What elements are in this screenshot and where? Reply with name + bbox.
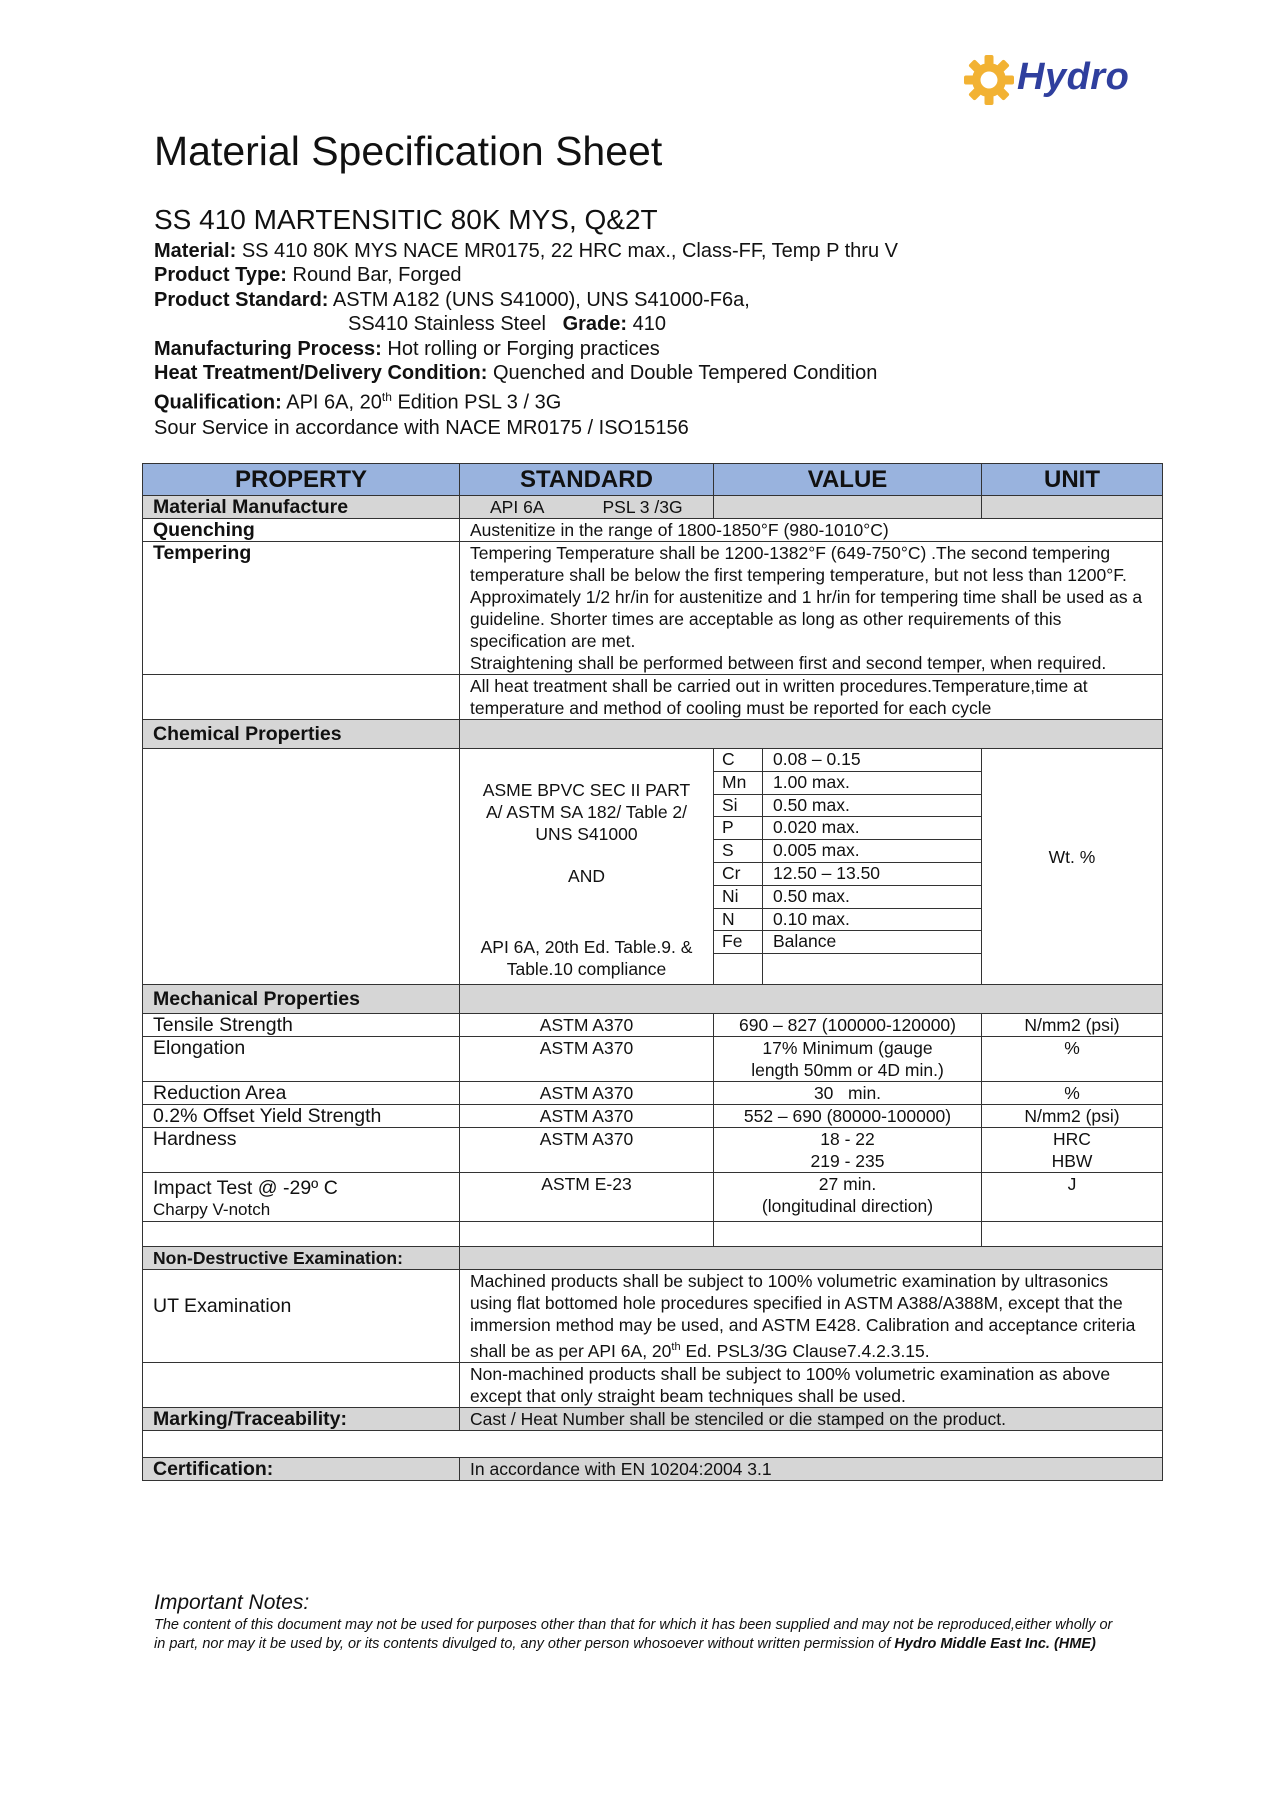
property-cell: Impact Test @ -29º C Charpy V-notch xyxy=(143,1173,460,1222)
value-cell: 27 min. (longitudinal direction) xyxy=(714,1173,982,1222)
material-line: Material: SS 410 80K MYS NACE MR0175, 22 HRC max., Class-FF, Temp P thru V xyxy=(154,240,898,262)
notes-body: The content of this document may not be used for purposes other than that for which it has been supplied and may not be reproduced,either wholly or in part, nor may it be used by, or its contents divulged to, any other person whosoever without written permission of Hydro Middle East Inc. (HME) xyxy=(154,1617,1113,1652)
property-cell: Tensile Strength xyxy=(143,1014,460,1037)
table-row xyxy=(143,1458,1163,1481)
section-row xyxy=(143,1247,1163,1270)
table-row xyxy=(143,1037,1163,1082)
section-label: Chemical Properties xyxy=(143,720,460,749)
table-row xyxy=(143,1014,1163,1037)
unit-cell: J xyxy=(982,1173,1163,1222)
product-type-line: Product Type: Round Bar, Forged xyxy=(154,264,462,287)
value-cell: 17% Minimum (gauge length 50mm or 4D min.) xyxy=(714,1037,982,1082)
description-cell: In accordance with EN 10204:2004 3.1 xyxy=(460,1458,1163,1481)
element-value: 1.00 max. xyxy=(763,771,982,794)
description-cell: Cast / Heat Number shall be stenciled or die stamped on the product. xyxy=(460,1408,1163,1431)
unit-cell: Wt. % xyxy=(982,749,1163,985)
standard-cell: ASTM A370 xyxy=(460,1105,714,1128)
table-row xyxy=(143,1082,1163,1105)
table-row xyxy=(143,1105,1163,1128)
property-cell: UT Examination xyxy=(143,1270,460,1363)
table-row xyxy=(143,1270,1163,1363)
table-row xyxy=(143,675,1163,720)
manufacturing-line: Manufacturing Process: Hot rolling or Forging practices xyxy=(154,337,660,360)
standard-cell: ASTM A370 xyxy=(460,1128,714,1173)
table-row xyxy=(143,1128,1163,1173)
element-symbol: Si xyxy=(714,794,763,817)
column-header: PROPERTY xyxy=(143,464,460,496)
element-row xyxy=(714,817,981,840)
description-cell: Tempering Temperature shall be 1200-1382°F (649-750°C) .The second tempering temperature shall be below the first tempering temperature, but not less than 1200°F. Approximately 1/2 hr/in for austenitize and 1 hr/in for tempering time shall be used as a guideline. Shorter times are acceptable as long as other requirements of this specification are met. Straightening shall be performed between first and second temper, when required. xyxy=(460,542,1163,675)
element-symbol: Mn xyxy=(714,771,763,794)
element-row xyxy=(714,908,981,931)
property-cell: Material Manufacture xyxy=(143,496,460,519)
property-cell: Marking/Traceability: xyxy=(143,1408,460,1431)
element-value: 0.50 max. xyxy=(763,885,982,908)
important-notes xyxy=(154,1590,1114,1654)
section-label: Non-Destructive Examination: xyxy=(143,1247,460,1270)
product-standard-line: Product Standard: ASTM A182 (UNS S41000), UNS S41000-F6a, xyxy=(154,288,750,311)
element-value: 12.50 – 13.50 xyxy=(763,862,982,885)
standard-cell: ASME BPVC SEC II PART A/ ASTM SA 182/ Table 2/ UNS S41000 AND API 6A, 20th Ed. Table.9. & Table.10 compliance xyxy=(460,749,714,985)
column-header: VALUE xyxy=(714,464,982,496)
unit-cell: N/mm2 (psi) xyxy=(982,1014,1163,1037)
property-cell: Reduction Area xyxy=(143,1082,460,1105)
brand-name: Hydro xyxy=(1017,56,1130,98)
description-cell: Austenitize in the range of 1800-1850°F (980-1010°C) xyxy=(460,519,1163,542)
description-cell: All heat treatment shall be carried out in written procedures.Temperature,time at temperature and method of cooling must be reported for each cycle xyxy=(460,675,1163,720)
property-cell: Elongation xyxy=(143,1037,460,1082)
section-row xyxy=(143,720,1163,749)
standard-cell: API 6A PSL 3 /3G xyxy=(460,496,714,519)
unit-cell: HRC HBW xyxy=(982,1128,1163,1173)
value-cell xyxy=(714,496,982,519)
hydro-gear-icon xyxy=(963,54,1015,106)
spec-subtitle: SS 410 MARTENSITIC 80K MYS, Q&2T xyxy=(154,204,658,235)
element-symbol: N xyxy=(714,908,763,931)
element-symbol: Ni xyxy=(714,885,763,908)
element-row-empty xyxy=(714,954,981,985)
column-header: STANDARD xyxy=(460,464,714,496)
value-cell: 18 - 22 219 - 235 xyxy=(714,1128,982,1173)
element-value: 0.10 max. xyxy=(763,908,982,931)
element-row xyxy=(714,931,981,954)
element-value: Balance xyxy=(763,931,982,954)
standard-cell: ASTM A370 xyxy=(460,1037,714,1082)
table-header-row xyxy=(143,464,1163,496)
element-row xyxy=(714,885,981,908)
element-row xyxy=(714,794,981,817)
spec-header xyxy=(154,203,1154,440)
table-row xyxy=(143,1363,1163,1408)
property-cell xyxy=(143,749,460,985)
value-cell: 30 min. xyxy=(714,1082,982,1105)
property-cell: Quenching xyxy=(143,519,460,542)
standard-cell: ASTM E-23 xyxy=(460,1173,714,1222)
property-cell: Certification: xyxy=(143,1458,460,1481)
property-cell: Hardness xyxy=(143,1128,460,1173)
property-cell xyxy=(143,675,460,720)
element-row xyxy=(714,840,981,863)
empty-row xyxy=(143,1431,1163,1458)
element-value: 0.50 max. xyxy=(763,794,982,817)
standard-cell: ASTM A370 xyxy=(460,1014,714,1037)
element-symbol: P xyxy=(714,817,763,840)
table-row xyxy=(143,519,1163,542)
table-row xyxy=(143,749,1163,985)
property-cell xyxy=(143,1363,460,1408)
standard-cell: ASTM A370 xyxy=(460,1082,714,1105)
column-header: UNIT xyxy=(982,464,1163,496)
element-value: 0.08 – 0.15 xyxy=(763,749,982,771)
heat-treatment-line: Heat Treatment/Delivery Condition: Quenched and Double Tempered Condition xyxy=(154,362,878,385)
unit-cell xyxy=(982,496,1163,519)
hydro-logo xyxy=(963,50,1153,108)
page-title: Material Specification Sheet xyxy=(154,128,663,174)
composition-table xyxy=(714,749,981,984)
description-cell: Non-machined products shall be subject to 100% volumetric examination as above except that only straight beam techniques shall be used. xyxy=(460,1363,1163,1408)
value-cell: 552 – 690 (80000-100000) xyxy=(714,1105,982,1128)
empty-row xyxy=(143,1222,1163,1247)
qualification-line: Qualification: API 6A, 20th Edition PSL 3 / 3G xyxy=(154,390,562,415)
unit-cell: N/mm2 (psi) xyxy=(982,1105,1163,1128)
element-symbol: Fe xyxy=(714,931,763,954)
table-row xyxy=(143,1173,1163,1222)
notes-heading: Important Notes: xyxy=(154,1591,310,1614)
table-row xyxy=(143,496,1163,519)
table-row xyxy=(143,1408,1163,1431)
sour-service-line: Sour Service in accordance with NACE MR0175 / ISO15156 xyxy=(154,416,689,439)
element-row xyxy=(714,862,981,885)
property-cell: Tempering xyxy=(143,542,460,675)
grade-line: SS410 Stainless Steel Grade: 410 xyxy=(348,313,666,336)
property-cell: 0.2% Offset Yield Strength xyxy=(143,1105,460,1128)
unit-cell: % xyxy=(982,1037,1163,1082)
element-symbol: C xyxy=(714,749,763,771)
element-row xyxy=(714,771,981,794)
section-row xyxy=(143,985,1163,1014)
element-value: 0.020 max. xyxy=(763,817,982,840)
section-label: Mechanical Properties xyxy=(143,985,460,1014)
description-cell: Machined products shall be subject to 100% volumetric examination by ultrasonics using flat bottomed hole procedures specified in ASTM A388/A388M, except that the immersion method may be used, and ASTM E428. Calibration and acceptance criteria shall be as per API 6A, 20th Ed. PSL3/3G Clause7.4.2.3.15. xyxy=(460,1270,1163,1363)
spec-table xyxy=(142,463,1163,1481)
value-cell: 690 – 827 (100000-120000) xyxy=(714,1014,982,1037)
unit-cell: % xyxy=(982,1082,1163,1105)
composition-cell xyxy=(714,749,982,985)
element-value: 0.005 max. xyxy=(763,840,982,863)
table-row xyxy=(143,542,1163,675)
element-symbol: Cr xyxy=(714,862,763,885)
element-symbol: S xyxy=(714,840,763,863)
element-row xyxy=(714,749,981,771)
